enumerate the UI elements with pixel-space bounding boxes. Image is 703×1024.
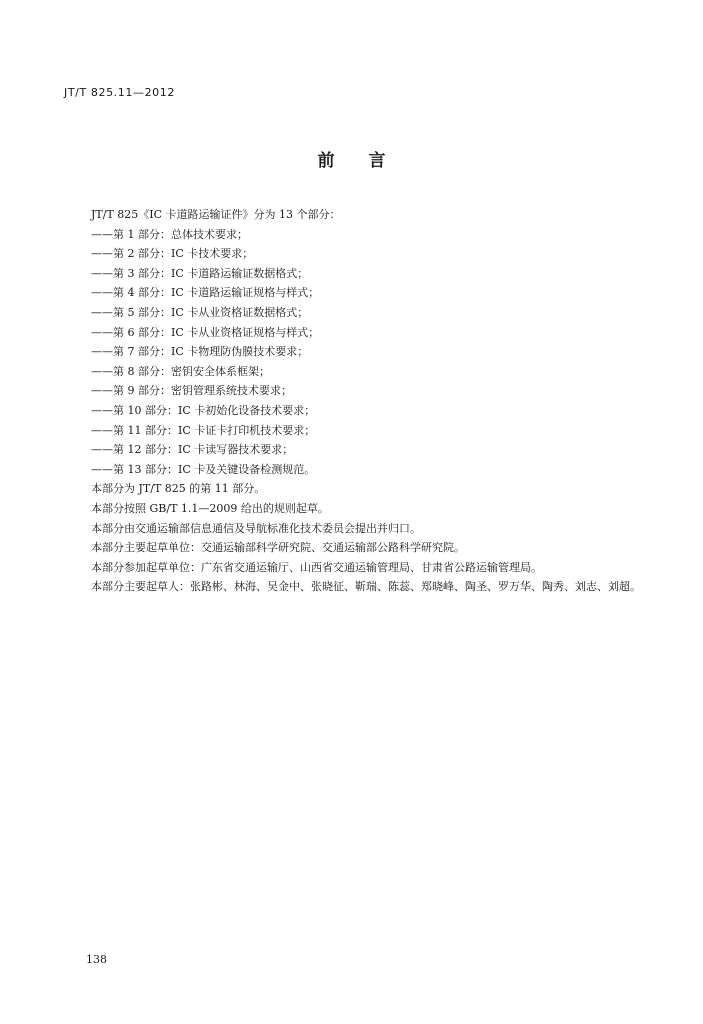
statement-paragraph: 本部分参加起草单位：广东省交通运输厅、山西省交通运输管理局、甘肃省公路运输管理局。 (91, 560, 542, 574)
statement-paragraph: 本部分主要起草单位：交通运输部科学研究院、交通运输部公路科学研究院。 (91, 541, 465, 555)
document-body (64, 205, 654, 597)
statement-paragraph: 本部分由交通运输部信息通信及导航标准化技术委员会提出并归口。 (91, 521, 421, 535)
statement-paragraph: 本部分为 JT/T 825 的第 11 部分。 (91, 482, 266, 496)
part-item: ——第 1 部分：总体技术要求； (91, 227, 248, 241)
part-item: ——第 2 部分：IC 卡技术要求； (91, 247, 254, 261)
drafters-paragraph: 本部分主要起草人：张路彬、林海、吴金中、张晓征、靳瑞、陈蕊、郑晓峰、陶圣、罗万华、陶秀、刘志、刘超。 (91, 580, 641, 594)
part-item: ——第 10 部分：IC 卡初始化设备技术要求； (91, 403, 316, 417)
part-item: ——第 6 部分：IC 卡从业资格证规格与样式； (91, 325, 320, 339)
part-item: ——第 3 部分：IC 卡道路运输证数据格式； (91, 266, 309, 280)
part-item: ——第 5 部分：IC 卡从业资格证数据格式； (91, 305, 309, 319)
part-item: ——第 7 部分：IC 卡物理防伪膜技术要求； (91, 345, 309, 359)
page-number: 138 (86, 953, 107, 966)
part-item: ——第 8 部分：密钥安全体系框架； (91, 364, 270, 378)
part-item: ——第 13 部分：IC 卡及关键设备检测规范。 (91, 462, 316, 476)
standard-number-header: JT/T 825.11—2012 (64, 86, 175, 99)
statement-paragraph: 本部分按照 GB/T 1.1—2009 给出的规则起草。 (91, 501, 329, 515)
part-item: ——第 11 部分：IC 卡证卡打印机技术要求； (91, 423, 316, 437)
intro-paragraph: JT/T 825《IC 卡道路运输证件》分为 13 个部分： (91, 208, 341, 221)
part-item: ——第 12 部分：IC 卡读写器技术要求； (91, 443, 294, 457)
page-title: 前言 (317, 151, 420, 171)
part-item: ——第 9 部分：密钥管理系统技术要求； (91, 384, 292, 398)
part-item: ——第 4 部分：IC 卡道路运输证规格与样式； (91, 286, 320, 300)
